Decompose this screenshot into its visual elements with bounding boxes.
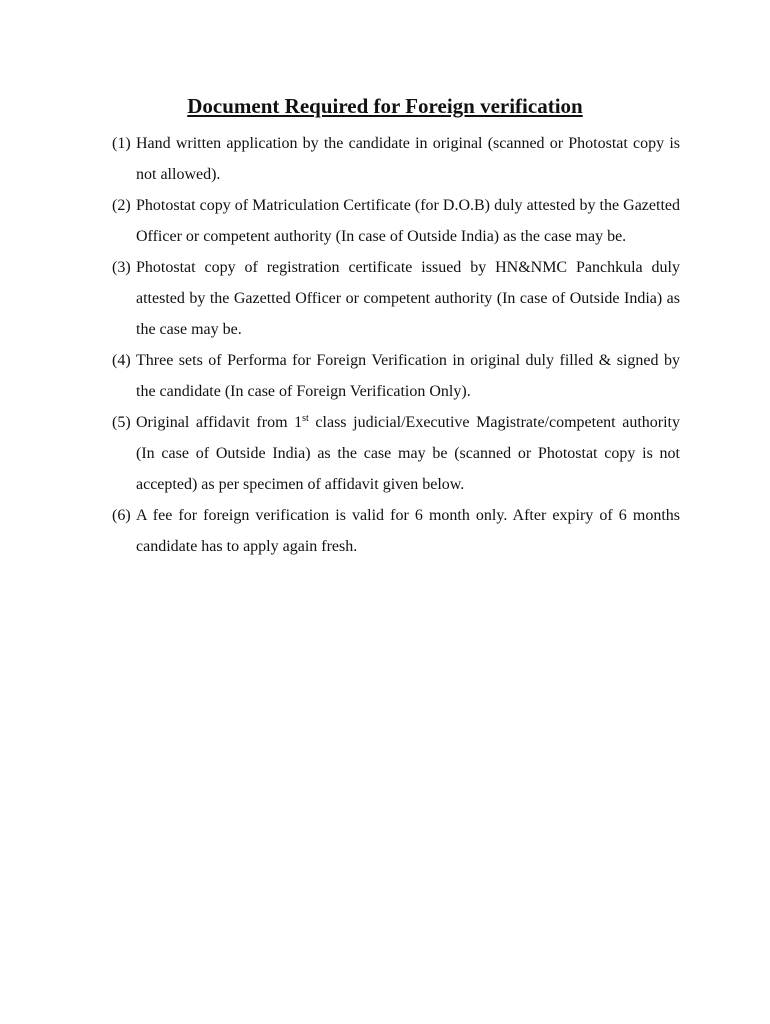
item-number: (3) (112, 259, 131, 276)
list-item (112, 190, 680, 252)
list-item (112, 407, 680, 500)
item-text: Photostat copy of registration certificate issued by HN&NMC Panchkula duly attested by the Gazetted Officer or competent authority (In case of Outside India) as the case may be. (136, 259, 680, 338)
required-documents-list (112, 128, 680, 562)
item-text: A fee for foreign verification is valid for 6 month only. After expiry of 6 months candidate has to apply again fresh. (136, 507, 680, 555)
item-number: (6) (112, 507, 131, 524)
item-number: (2) (112, 197, 131, 214)
item-number: (5) (112, 414, 131, 431)
item-text: Three sets of Performa for Foreign Verification in original duly filled & signed by the candidate (In case of Foreign Verification Only). (136, 352, 680, 400)
item-text: Hand written application by the candidate in original (scanned or Photostat copy is not allowed). (136, 135, 680, 183)
item-text-end: class judicial/Executive Magistrate/competent authority (In case of Outside India) as the case may be (scanned or Photostat copy is not accepted) as per specimen of affidavit given below. (136, 414, 680, 493)
item-number: (4) (112, 352, 131, 369)
document-title: Document Required for Foreign verification (187, 94, 583, 118)
list-item (112, 500, 680, 562)
item-text (136, 407, 680, 500)
list-item (112, 252, 680, 345)
item-text: Photostat copy of Matriculation Certificate (for D.O.B) duly attested by the Gazetted Officer or competent authority (In case of Outside India) as the case may be. (136, 197, 680, 245)
list-item (112, 345, 680, 407)
ordinal-suffix: st (302, 413, 309, 424)
item-text-start: Original affidavit from 1 (136, 414, 303, 431)
list-item (112, 128, 680, 190)
item-number: (1) (112, 135, 131, 152)
